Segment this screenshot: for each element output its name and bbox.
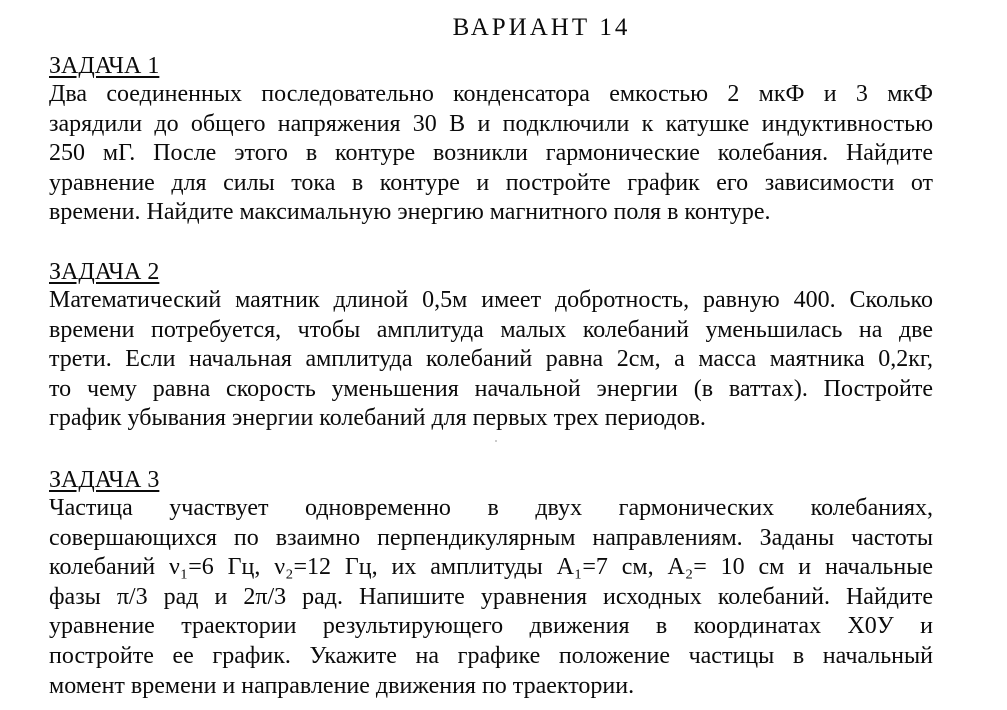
task-2-line: то чему равна скорость уменьшения начальной энергии (в ваттах). Постройте: [49, 375, 933, 402]
task-1-line: Два соединенных последовательно конденсатора емкостью 2 мкФ и 3 мкФ: [49, 81, 933, 107]
task-3-title: ЗАДАЧА 3: [49, 467, 160, 493]
task-2-line: график убывания энергии колебаний для первых трех периодов.: [49, 405, 706, 432]
task-1-line: времени. Найдите максимальную энергию магнитного поля в контуре.: [49, 199, 771, 226]
task-1-body: [49, 80, 933, 228]
task-3-line: уравнение траектории результирующего движения в координатах X0У и: [49, 613, 933, 640]
task-3-line: Частица участвует одновременно в двух гармонических колебаниях,: [49, 495, 933, 521]
task-3-line: постройте ее график. Укажите на графике положение частицы в начальный: [49, 642, 933, 669]
task-2-line: Математический маятник длиной 0,5м имеет добротность, равную 400. Сколько: [49, 287, 933, 313]
task-1-line: уравнение для силы тока в контуре и постройте график его зависимости от: [49, 169, 933, 196]
task-2-title: ЗАДАЧА 2: [49, 259, 160, 285]
task-2: [49, 258, 933, 434]
scan-speck: [495, 440, 497, 442]
task-3-body: [49, 494, 933, 701]
task-2-line: времени потребуется, чтобы амплитуда малых колебаний уменьшилась на две: [49, 316, 933, 343]
task-3-line: фазы π/3 рад и 2π/3 рад. Напишите уравнения исходных колебаний. Найдите: [49, 583, 933, 610]
task-3-line: колебаний ν₁=6 Гц, ν₂=12 Гц, их амплитуды A₁=7 см, A₂= 10 см и начальные: [49, 554, 933, 581]
task-3-line: совершающихся по взаимно перпендикулярным направлениям. Заданы частоты: [49, 524, 933, 551]
task-1-line: зарядили до общего напряжения 30 В и подключили к катушке индуктивностью: [49, 110, 933, 137]
task-1-line: 250 мГ. После этого в контуре возникли гармонические колебания. Найдите: [49, 140, 933, 167]
task-2-body: [49, 286, 933, 434]
task-2-line: трети. Если начальная амплитуда колебаний равна 2см, а масса маятника 0,2кг,: [49, 346, 933, 373]
task-3: [49, 466, 933, 701]
task-1-title: ЗАДАЧА 1: [49, 53, 160, 79]
task-3-line: момент времени и направление движения по траектории.: [49, 672, 635, 699]
task-1: [49, 52, 933, 228]
variant-title: ВАРИАНТ 14: [452, 14, 631, 41]
variant-heading: [0, 14, 1007, 42]
